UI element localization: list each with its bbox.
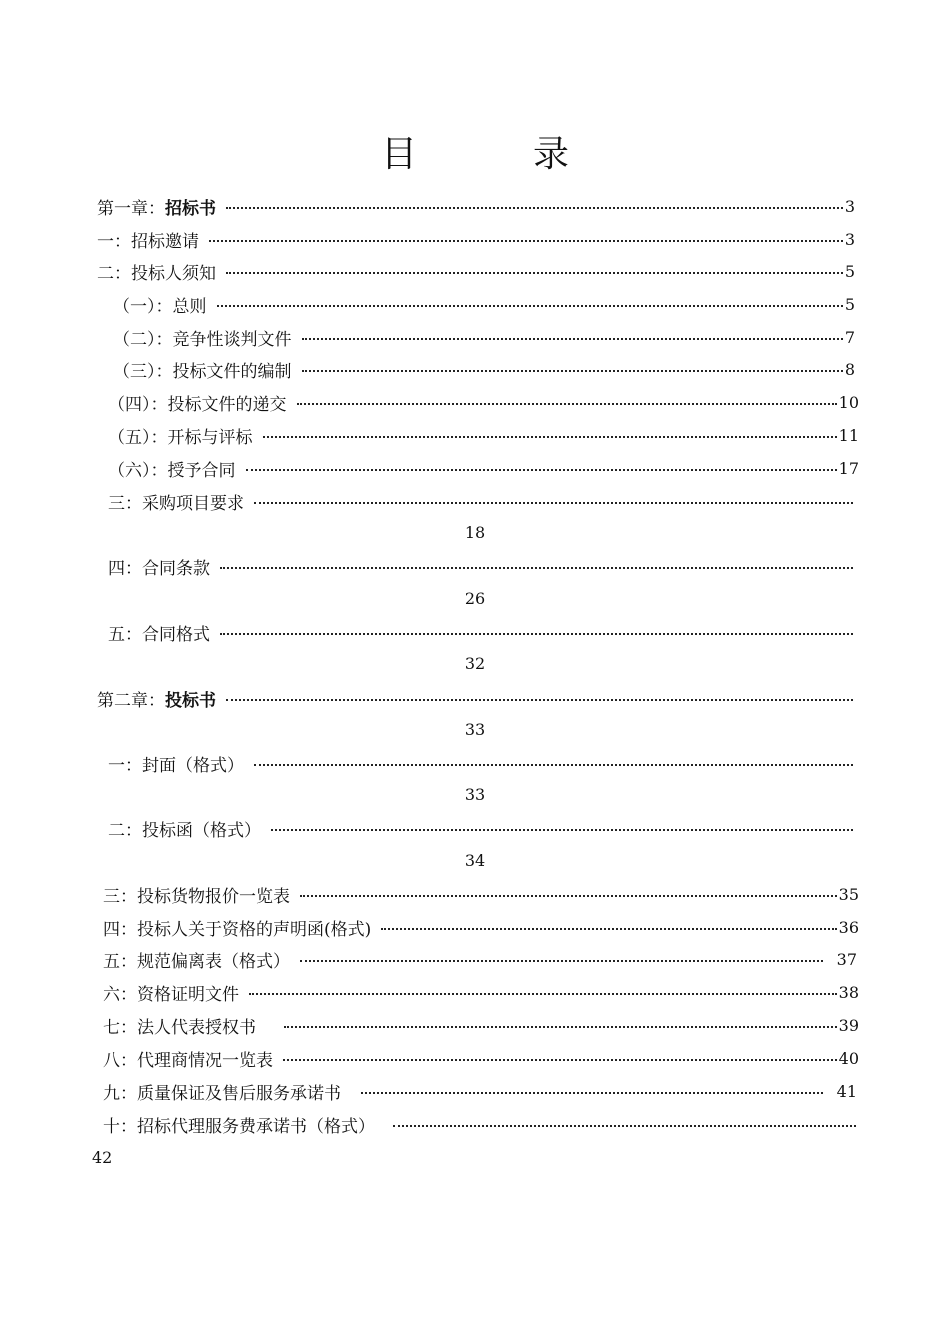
leader-dots — [246, 469, 837, 471]
toc-entry-page: 26 — [464, 589, 486, 608]
leader-dots — [284, 1026, 837, 1028]
toc-entry[interactable] — [97, 195, 855, 217]
leader-dots — [302, 338, 843, 340]
leader-dots — [263, 436, 837, 438]
toc-entry-label: 二：投标人须知 — [97, 263, 216, 282]
leader-dots — [297, 403, 837, 405]
toc-entry-label: 三：投标货物报价一览表 — [103, 886, 290, 905]
toc-entry[interactable] — [108, 621, 855, 643]
toc-entry-page: 8 — [844, 359, 855, 379]
toc-entry-label: 八：代理商情况一览表 — [103, 1050, 273, 1069]
toc-entry-label: （六）：授予合同 — [108, 460, 236, 479]
leader-dots — [209, 240, 843, 242]
toc-entry-page: 17 — [838, 458, 859, 478]
toc-entry[interactable] — [108, 555, 855, 577]
leader-dots — [254, 764, 853, 766]
toc-entry[interactable] — [108, 391, 859, 413]
toc-entry[interactable] — [103, 1014, 859, 1036]
toc-entry-label: 七：法人代表授权书 — [103, 1017, 256, 1036]
toc-entry-page: 5 — [844, 294, 855, 314]
toc-entry-page: 11 — [838, 425, 859, 445]
toc-entry-label: 第一章：招标书 — [97, 198, 216, 217]
toc-entry-page: 40 — [838, 1048, 859, 1068]
leader-dots — [217, 305, 843, 307]
toc-entry-page: 33 — [464, 720, 486, 739]
leader-dots — [226, 272, 843, 274]
toc-entry[interactable] — [113, 293, 855, 315]
toc-entry-page: 10 — [838, 392, 859, 412]
leader-dots — [226, 699, 853, 701]
toc-entry-label: 四：合同条款 — [108, 558, 210, 577]
toc-entry-label: 一：招标邀请 — [97, 231, 199, 250]
toc-entry-label: （四）：投标文件的递交 — [108, 394, 287, 413]
toc-entry[interactable] — [103, 1080, 857, 1102]
toc-entry[interactable] — [97, 687, 855, 709]
toc-entry[interactable] — [103, 883, 859, 905]
toc-entry[interactable] — [97, 228, 855, 250]
toc-entry-page: 36 — [838, 917, 859, 937]
leader-dots — [271, 829, 853, 831]
toc-entry-page: 39 — [838, 1015, 859, 1035]
toc-entry-page: 34 — [464, 851, 486, 870]
toc-entry-label: 五：规范偏离表（格式） — [103, 951, 290, 970]
toc-entry-label: 三：采购项目要求 — [108, 493, 244, 512]
leader-dots — [254, 502, 853, 504]
toc-entry[interactable] — [97, 260, 855, 282]
toc-entry-label: 一：封面（格式） — [108, 755, 244, 774]
toc-entry-page: 18 — [464, 523, 486, 542]
toc-entry-page: 37 — [836, 949, 857, 969]
toc-entry-label: 九：质量保证及售后服务承诺书 — [103, 1083, 341, 1102]
toc-entry[interactable] — [103, 981, 859, 1003]
leader-dots — [249, 993, 837, 995]
toc-entry-label: 五：合同格式 — [108, 624, 210, 643]
leader-dots — [283, 1059, 837, 1061]
toc-entry[interactable] — [103, 1047, 859, 1069]
leader-dots — [300, 895, 837, 897]
toc-entry-label: 六：资格证明文件 — [103, 984, 239, 1003]
toc-title: 目 录 — [380, 134, 609, 175]
toc-entry-label: （五）：开标与评标 — [108, 427, 253, 446]
toc-entry-page: 5 — [844, 261, 855, 281]
toc-entry-label: （一）：总则 — [113, 296, 207, 315]
toc-entry[interactable] — [103, 1113, 858, 1135]
leader-dots — [381, 928, 836, 930]
toc-entry[interactable] — [113, 326, 855, 348]
toc-entry-label: 四：投标人关于资格的声明函(格式) — [103, 919, 372, 938]
toc-entry[interactable] — [108, 752, 855, 774]
toc-entry-label: 第二章：投标书 — [97, 690, 216, 709]
toc-entry-label: （二）：竞争性谈判文件 — [113, 329, 292, 348]
toc-entry-page: 3 — [844, 196, 855, 216]
toc-entry[interactable] — [108, 424, 859, 446]
leader-dots — [393, 1125, 856, 1127]
leader-dots — [361, 1092, 823, 1094]
toc-entry[interactable] — [108, 457, 859, 479]
toc-entry-page: 38 — [838, 982, 859, 1002]
toc-entry[interactable] — [108, 490, 855, 512]
toc-entry-label: 十：招标代理服务费承诺书（格式） — [103, 1116, 375, 1135]
toc-entry-page: 42 — [92, 1148, 113, 1167]
toc-entry-page: 33 — [464, 785, 486, 804]
toc-entry[interactable] — [103, 916, 859, 938]
leader-dots — [300, 960, 823, 962]
toc-entry-page: 3 — [844, 229, 855, 249]
leader-dots — [302, 370, 843, 372]
toc-entry-label: （三）：投标文件的编制 — [113, 361, 292, 380]
toc-entry-label: 二：投标函（格式） — [108, 820, 261, 839]
leader-dots — [226, 207, 843, 209]
toc-entry-page: 7 — [844, 327, 855, 347]
toc-entry-page: 35 — [838, 884, 859, 904]
toc-entry[interactable] — [103, 948, 857, 970]
leader-dots — [220, 633, 853, 635]
toc-entry-page: 41 — [836, 1081, 857, 1101]
toc-entry[interactable] — [113, 358, 855, 380]
toc-entry[interactable] — [108, 817, 855, 839]
toc-entry-page: 32 — [464, 654, 486, 673]
leader-dots — [220, 567, 853, 569]
